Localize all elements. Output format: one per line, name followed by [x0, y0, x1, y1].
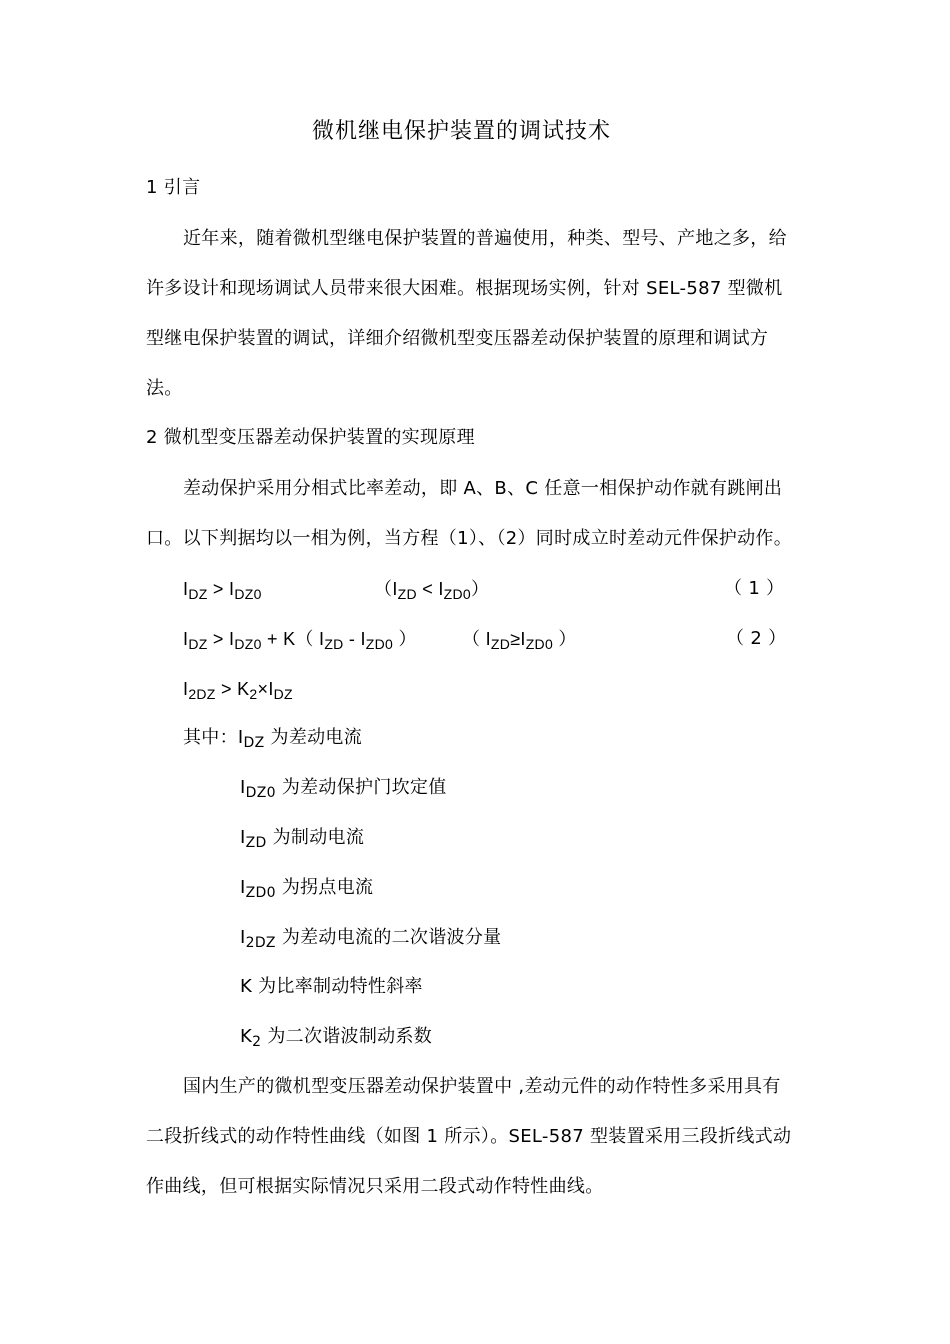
- formula-2-number: （ 2 ）: [726, 628, 787, 649]
- formula-1-number: （ 1 ）: [724, 578, 785, 599]
- definition-item: $K_2$ 为二次谐波制动系数: [240, 1026, 433, 1050]
- formula-1-condition: $(I_{ZD} < I_{ZD0})$: [374, 579, 490, 602]
- section-1-para-line: 型继电保护装置的调试，详细介绍微机型变压器差动保护装置的原理和调试方: [146, 328, 769, 349]
- definitions-lead: 其中：: [183, 727, 238, 748]
- section-2-para-line: 差动保护采用分相式比率差动，即 A、B、C 任意一相保护动作就有跳闸出: [183, 478, 783, 499]
- section-1-para-line: 法。: [146, 378, 183, 399]
- section-1-para-line: 许多设计和现场调试人员带来很大困难。根据现场实例，针对 SEL-587 型微机: [146, 278, 783, 299]
- formula-2-condition: （ $I_{ZD}\ge I_{ZD0}$ ）: [462, 629, 577, 652]
- formula-2: $I_{DZ} > I_{DZ0} + K$（ $I_{ZD} - I_{ZD0}$ ）: [183, 629, 417, 652]
- definition-item: $I_{2DZ}$ 为差动电流的二次谐波分量: [240, 927, 502, 951]
- section-2-heading: 2 微机型变压器差动保护装置的实现原理: [146, 427, 475, 448]
- definition-item: $I_{DZ0}$ 为差动保护门坎定值: [240, 777, 447, 801]
- formula-1: $I_{DZ} > I_{DZ0}$: [183, 579, 262, 602]
- closing-para-line: 作曲线，但可根据实际情况只采用二段式动作特性曲线。: [146, 1176, 604, 1197]
- section-1-heading: 1 引言: [146, 177, 201, 198]
- definition-item: K 为比率制动特性斜率: [240, 976, 423, 997]
- closing-para-line: 二段折线式的动作特性曲线（如图 1 所示）。SEL-587 型装置采用三段折线式动: [146, 1126, 792, 1147]
- definition-item: 其中：$I_{DZ}$ 为差动电流: [183, 727, 363, 751]
- definition-item: $I_{ZD}$ 为制动电流: [240, 827, 365, 851]
- formula-3: $I_{2DZ} > K_2\times I_{DZ}$: [183, 679, 293, 702]
- section-2-para-line: 口。以下判据均以一相为例，当方程（1）、（2）同时成立时差动元件保护动作。: [146, 528, 793, 549]
- section-1-para-line: 近年来，随着微机型继电保护装置的普遍使用，种类、型号、产地之多，给: [183, 228, 787, 249]
- closing-para-line: 国内生产的微机型变压器差动保护装置中 ,差动元件的动作特性多采用具有: [183, 1076, 781, 1097]
- definition-item: $I_{ZD0}$ 为拐点电流: [240, 877, 374, 901]
- page-title: 微机继电保护装置的调试技术: [312, 119, 612, 144]
